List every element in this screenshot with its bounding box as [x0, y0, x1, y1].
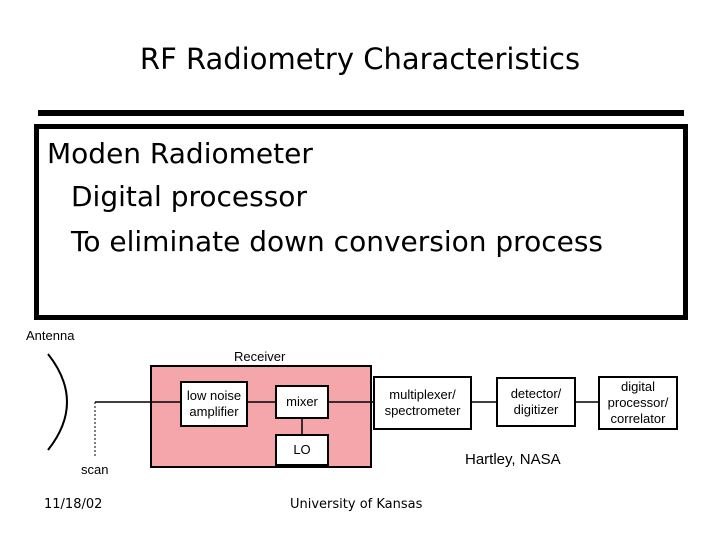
multiplexer-label: multiplexer/ spectrometer — [384, 387, 461, 418]
processor-block — [598, 376, 678, 430]
footer-date: 11/18/02 — [44, 497, 103, 512]
lna-block — [180, 381, 248, 427]
lna-label: low noise amplifier — [186, 388, 242, 419]
bullet-line-3: To eliminate down conversion process — [71, 225, 603, 258]
detector-block — [496, 377, 576, 427]
slide-title: RF Radiometry Characteristics — [139, 42, 581, 76]
mixer-label: mixer — [286, 394, 318, 409]
scan-label: scan — [81, 462, 109, 477]
lo-block — [275, 434, 329, 466]
receiver-label: Receiver — [234, 349, 286, 364]
credit-label: Hartley, NASA — [465, 451, 561, 468]
multiplexer-block — [373, 376, 472, 430]
footer-center: University of Kansas — [290, 497, 423, 512]
antenna-dish — [48, 354, 67, 450]
detector-label: detector/ digitizer — [510, 386, 562, 417]
lo-label: LO — [293, 442, 311, 457]
bullet-line-2: Digital processor — [71, 180, 307, 213]
antenna-label: Antenna — [26, 328, 75, 343]
processor-label: digital processor/ correlator — [607, 379, 669, 426]
bullet-line-1: Moden Radiometer — [47, 137, 313, 170]
mixer-block — [275, 385, 329, 419]
